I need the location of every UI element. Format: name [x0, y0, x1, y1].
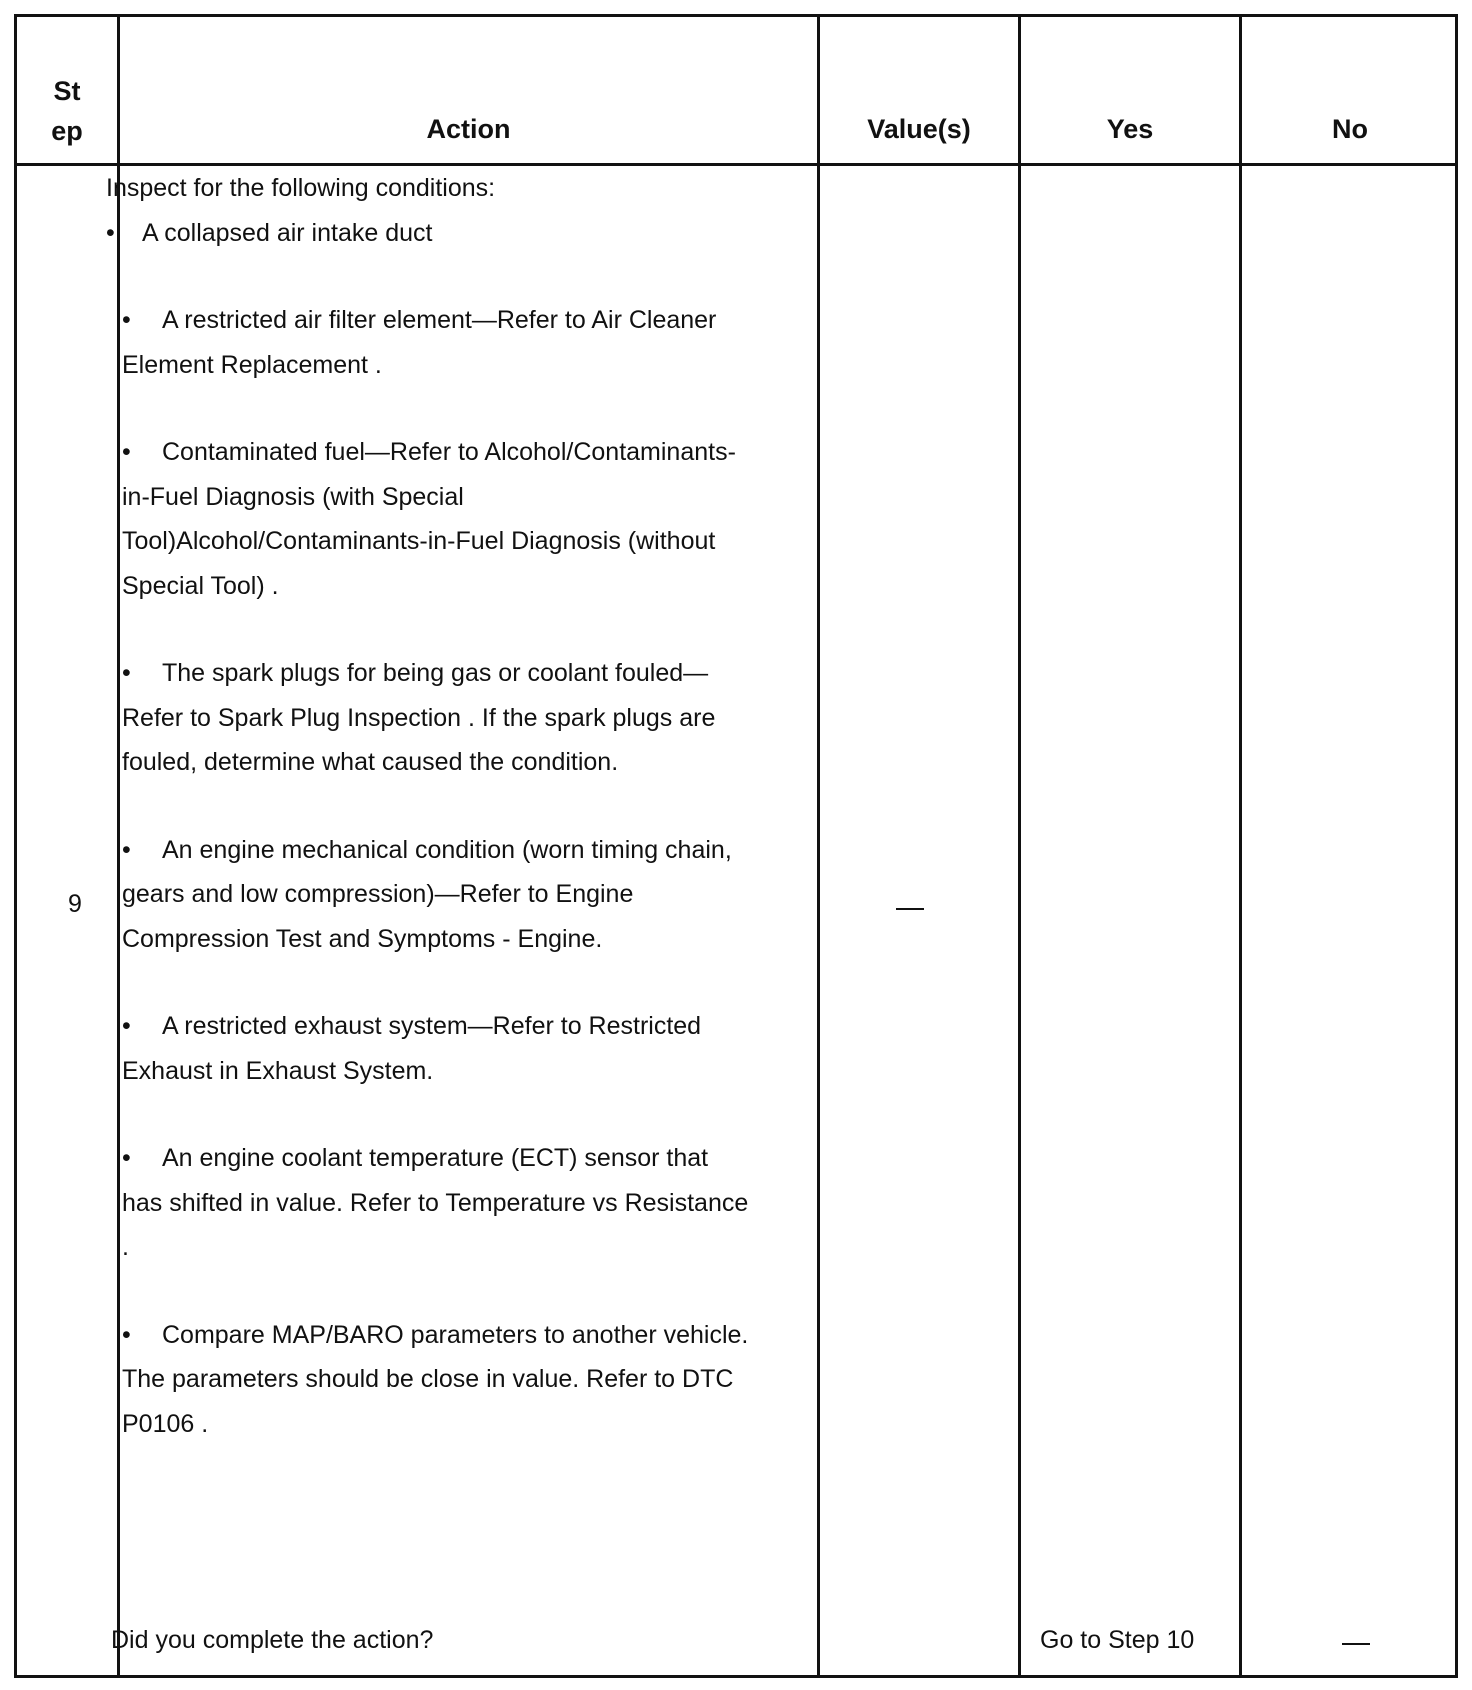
value-dash	[896, 908, 924, 910]
action-item	[104, 828, 754, 962]
action-item-text: An engine mechanical condition (worn timing chain, gears and low compression)—Refer to Engine Compression Test and Symptoms - Engine.	[122, 835, 732, 953]
bullet-icon: •	[122, 659, 131, 687]
action-item	[104, 651, 754, 785]
action-item	[104, 1004, 754, 1093]
column-divider	[1018, 17, 1021, 1675]
step-number: 9	[68, 890, 82, 918]
action-intro: Inspect for the following conditions:	[106, 174, 496, 202]
action-item-text: Compare MAP/BARO parameters to another vehicle. The parameters should be close in value. Refer to DTC P0106 .	[122, 1320, 749, 1438]
header-step	[17, 71, 117, 151]
header-yes: Yes	[1106, 114, 1154, 144]
bullet-icon: •	[106, 218, 115, 247]
action-item-text: The spark plugs for being gas or coolant fouled—Refer to Spark Plug Inspection . If the spark plugs are fouled, determine what caused the condition.	[122, 659, 716, 776]
action-item-text: A collapsed air intake duct	[142, 218, 433, 247]
column-divider	[1239, 17, 1242, 1675]
bullet-icon: •	[122, 306, 131, 334]
action-item-text: An engine coolant temperature (ECT) sensor that has shifted in value. Refer to Temperature vs Resistance .	[122, 1144, 749, 1261]
bullet-icon: •	[122, 1144, 131, 1172]
action-question: Did you complete the action?	[111, 1626, 434, 1654]
header-step-line1: St	[53, 76, 81, 106]
action-item	[104, 430, 754, 608]
header-values: Value(s)	[867, 114, 971, 144]
no-dash	[1342, 1643, 1370, 1645]
action-item-text: Contaminated fuel—Refer to Alcohol/Contaminants-in-Fuel Diagnosis (with Special Tool)Alcohol/Contaminants-in-Fuel Diagnosis (without Special Tool) .	[122, 438, 736, 600]
action-item-text: A restricted air filter element—Refer to Air Cleaner Element Replacement .	[122, 306, 717, 379]
action-item	[104, 298, 754, 387]
column-divider	[817, 17, 820, 1675]
header-action: Action	[426, 114, 511, 144]
action-item	[104, 211, 754, 256]
bullet-icon: •	[122, 1012, 131, 1040]
yes-go-to-step: Go to Step 10	[1040, 1626, 1195, 1654]
bullet-icon: •	[122, 438, 131, 466]
bullet-icon: •	[122, 835, 131, 864]
action-item-text: A restricted exhaust system—Refer to Restricted Exhaust in Exhaust System.	[122, 1012, 702, 1085]
action-item	[104, 1136, 754, 1270]
header-step-line2: ep	[51, 116, 83, 146]
action-item	[104, 1313, 754, 1447]
action-cell	[104, 166, 754, 1446]
header-no: No	[1332, 114, 1368, 144]
bullet-icon: •	[122, 1320, 131, 1349]
